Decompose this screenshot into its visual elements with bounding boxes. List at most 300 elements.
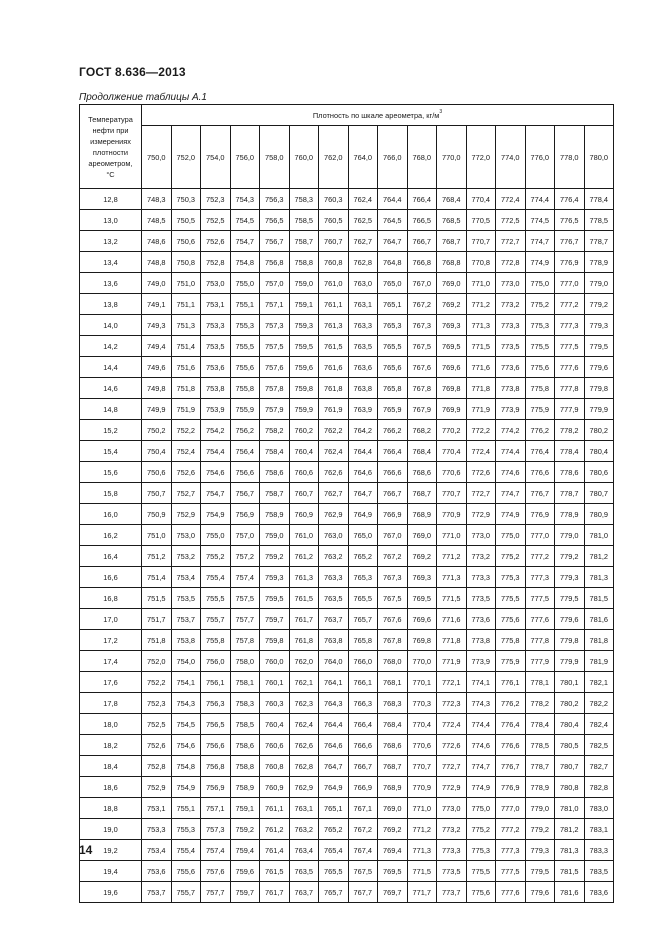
density-cell: 752,6: [142, 735, 172, 756]
density-cell: 766,4: [348, 714, 378, 735]
density-cell: 782,7: [584, 756, 614, 777]
density-cell: 775,3: [496, 567, 526, 588]
density-cell: 767,0: [407, 273, 437, 294]
density-cell: 756,8: [260, 252, 290, 273]
density-cell: 760,4: [260, 714, 290, 735]
density-cell: 778,2: [555, 420, 585, 441]
density-cell: 769,5: [378, 861, 408, 882]
temperature-header-line: нефти при: [92, 125, 129, 135]
density-cell: 759,1: [289, 294, 319, 315]
density-cell: 769,6: [407, 609, 437, 630]
density-cell: 749,8: [142, 378, 172, 399]
density-cell: 763,8: [348, 378, 378, 399]
document-title: ГОСТ 8.636—2013: [79, 65, 186, 79]
density-cell: 768,3: [378, 693, 408, 714]
density-cell: 752,9: [142, 777, 172, 798]
density-cell: 760,2: [289, 420, 319, 441]
density-cell: 767,4: [348, 840, 378, 861]
density-column-header: 768,0: [407, 126, 437, 189]
density-column-header: 758,0: [260, 126, 290, 189]
density-cell: 771,6: [466, 357, 496, 378]
density-cell: 772,9: [437, 777, 467, 798]
density-column-header: 778,0: [555, 126, 585, 189]
density-cell: 780,2: [584, 420, 614, 441]
density-cell: 778,7: [525, 756, 555, 777]
density-cell: 760,7: [289, 483, 319, 504]
density-cell: 749,1: [142, 294, 172, 315]
density-cell: 766,7: [378, 483, 408, 504]
density-cell: 762,6: [289, 735, 319, 756]
density-cell: 771,0: [437, 525, 467, 546]
density-cell: 774,7: [496, 483, 526, 504]
density-cell: 771,5: [466, 336, 496, 357]
temperature-cell: 17,6: [80, 672, 142, 693]
density-cell: 750,6: [142, 462, 172, 483]
density-cell: 762,8: [289, 756, 319, 777]
table-row: [80, 252, 614, 273]
density-cell: 760,4: [289, 441, 319, 462]
density-cell: 774,9: [496, 504, 526, 525]
density-cell: 756,5: [201, 714, 231, 735]
density-cell: 770,4: [407, 714, 437, 735]
density-cell: 770,8: [466, 252, 496, 273]
density-cell: 775,5: [466, 861, 496, 882]
density-cell: 767,3: [378, 567, 408, 588]
density-cell: 763,7: [289, 882, 319, 903]
density-cell: 756,7: [260, 231, 290, 252]
density-cell: 777,3: [525, 567, 555, 588]
temperature-cell: 16,8: [80, 588, 142, 609]
density-cell: 779,6: [584, 357, 614, 378]
density-cell: 753,0: [171, 525, 201, 546]
table-row: [80, 609, 614, 630]
density-cell: 780,4: [584, 441, 614, 462]
density-cell: 772,8: [496, 252, 526, 273]
density-cell: 756,3: [201, 693, 231, 714]
density-cell: 761,8: [289, 630, 319, 651]
density-cell: 754,3: [230, 189, 260, 210]
density-cell: 765,2: [319, 819, 349, 840]
temperature-cell: 16,0: [80, 504, 142, 525]
density-cell: 762,6: [319, 462, 349, 483]
density-cell: 754,2: [201, 420, 231, 441]
density-column-header: 752,0: [171, 126, 201, 189]
density-cell: 762,4: [289, 714, 319, 735]
density-cell: 762,2: [319, 420, 349, 441]
table-row: [80, 336, 614, 357]
table-row: [80, 567, 614, 588]
density-cell: 768,6: [378, 735, 408, 756]
density-cell: 755,1: [230, 294, 260, 315]
density-cell: 764,3: [319, 693, 349, 714]
density-cell: 774,4: [466, 714, 496, 735]
density-cell: 774,6: [496, 462, 526, 483]
density-cell: 763,3: [348, 315, 378, 336]
density-cell: 754,4: [201, 441, 231, 462]
density-cell: 768,7: [437, 231, 467, 252]
density-cell: 772,6: [466, 462, 496, 483]
density-cell: 779,5: [584, 336, 614, 357]
density-cell: 780,2: [555, 693, 585, 714]
density-cell: 767,9: [407, 399, 437, 420]
density-cell: 763,5: [348, 336, 378, 357]
density-cell: 769,2: [378, 819, 408, 840]
density-cell: 757,1: [201, 798, 231, 819]
density-cell: 765,3: [378, 315, 408, 336]
density-cell: 768,4: [437, 189, 467, 210]
density-cell: 769,6: [437, 357, 467, 378]
table-row: [80, 777, 614, 798]
density-cell: 775,6: [466, 882, 496, 903]
density-cell: 780,4: [555, 714, 585, 735]
density-cell: 754,7: [201, 483, 231, 504]
density-cell: 759,2: [260, 546, 290, 567]
density-cell: 765,4: [319, 840, 349, 861]
density-cell: 758,7: [260, 483, 290, 504]
density-cell: 772,4: [437, 714, 467, 735]
density-cell: 762,0: [289, 651, 319, 672]
density-cell: 778,4: [525, 714, 555, 735]
density-cell: 773,5: [437, 861, 467, 882]
density-cell: 761,5: [260, 861, 290, 882]
density-cell: 779,2: [584, 294, 614, 315]
density-cell: 763,2: [319, 546, 349, 567]
density-cell: 773,5: [496, 336, 526, 357]
density-cell: 754,5: [230, 210, 260, 231]
temperature-cell: 18,0: [80, 714, 142, 735]
density-cell: 779,2: [525, 819, 555, 840]
density-cell: 767,8: [378, 630, 408, 651]
density-cell: 774,7: [525, 231, 555, 252]
density-cell: 779,0: [525, 798, 555, 819]
density-cell: 771,0: [466, 273, 496, 294]
density-cell: 764,4: [348, 441, 378, 462]
density-columns-row: [80, 126, 614, 189]
density-cell: 751,0: [142, 525, 172, 546]
density-cell: 766,7: [348, 756, 378, 777]
density-cell: 761,1: [319, 294, 349, 315]
density-cell: 760,3: [260, 693, 290, 714]
density-cell: 753,8: [201, 378, 231, 399]
table-row: [80, 588, 614, 609]
density-cell: 769,2: [407, 546, 437, 567]
density-cell: 766,1: [348, 672, 378, 693]
temperature-cell: 18,4: [80, 756, 142, 777]
density-cell: 771,0: [407, 798, 437, 819]
density-cell: 770,0: [407, 651, 437, 672]
density-column-header: 770,0: [437, 126, 467, 189]
density-cell: 768,9: [407, 504, 437, 525]
density-cell: 752,7: [171, 483, 201, 504]
density-cell: 755,6: [230, 357, 260, 378]
density-cell: 768,4: [378, 714, 408, 735]
density-cell: 780,9: [584, 504, 614, 525]
density-cell: 764,7: [378, 231, 408, 252]
density-cell: 761,0: [319, 273, 349, 294]
table-row: [80, 861, 614, 882]
density-cell: 774,9: [466, 777, 496, 798]
density-cell: 770,4: [437, 441, 467, 462]
density-cell: 775,9: [496, 651, 526, 672]
density-cell: 768,1: [378, 672, 408, 693]
density-cell: 751,7: [142, 609, 172, 630]
density-cell: 776,7: [496, 756, 526, 777]
density-cell: 769,2: [437, 294, 467, 315]
density-cell: 772,9: [466, 504, 496, 525]
density-cell: 751,2: [142, 546, 172, 567]
density-cell: 758,8: [230, 756, 260, 777]
density-cell: 756,7: [230, 483, 260, 504]
temperature-cell: 17,4: [80, 651, 142, 672]
temperature-cell: 16,4: [80, 546, 142, 567]
density-cell: 780,7: [555, 756, 585, 777]
density-cell: 750,8: [171, 252, 201, 273]
density-cell: 769,0: [437, 273, 467, 294]
density-cell: 776,4: [525, 441, 555, 462]
density-cell: 771,6: [437, 609, 467, 630]
density-column-header: 762,0: [319, 126, 349, 189]
density-cell: 772,4: [496, 189, 526, 210]
density-cell: 757,5: [230, 588, 260, 609]
table-row: [80, 441, 614, 462]
density-cell: 754,9: [201, 504, 231, 525]
density-cell: 753,2: [171, 546, 201, 567]
density-cell: 753,0: [201, 273, 231, 294]
density-cell: 760,6: [289, 462, 319, 483]
density-cell: 779,9: [584, 399, 614, 420]
density-cell: 772,7: [466, 483, 496, 504]
density-cell: 780,8: [555, 777, 585, 798]
density-cell: 757,4: [230, 567, 260, 588]
density-cell: 760,6: [260, 735, 290, 756]
density-cell: 772,2: [466, 420, 496, 441]
density-cell: 759,6: [289, 357, 319, 378]
density-cell: 749,4: [142, 336, 172, 357]
density-cell: 773,2: [466, 546, 496, 567]
density-cell: 769,0: [378, 798, 408, 819]
density-cell: 775,2: [466, 819, 496, 840]
temperature-cell: 13,2: [80, 231, 142, 252]
table-row: [80, 294, 614, 315]
density-cell: 762,7: [319, 483, 349, 504]
temperature-header-line: плотности: [92, 147, 129, 157]
table-row: [80, 798, 614, 819]
density-cell: 761,3: [319, 315, 349, 336]
density-cell: 749,0: [142, 273, 172, 294]
temperature-cell: 16,2: [80, 525, 142, 546]
density-cell: 774,7: [466, 756, 496, 777]
table-row: [80, 210, 614, 231]
density-cell: 767,2: [407, 294, 437, 315]
density-cell: 754,6: [171, 735, 201, 756]
density-cell: 761,4: [260, 840, 290, 861]
density-cell: 759,0: [260, 525, 290, 546]
density-cell: 779,3: [584, 315, 614, 336]
density-cell: 758,9: [230, 777, 260, 798]
density-cell: 765,7: [348, 609, 378, 630]
density-cell: 766,5: [407, 210, 437, 231]
density-cell: 763,2: [289, 819, 319, 840]
density-cell: 777,3: [496, 840, 526, 861]
density-cell: 777,3: [555, 315, 585, 336]
density-cell: 755,4: [171, 840, 201, 861]
density-cell: 750,4: [142, 441, 172, 462]
density-cell: 771,8: [437, 630, 467, 651]
density-cell: 762,9: [289, 777, 319, 798]
density-column-header: 766,0: [378, 126, 408, 189]
density-cell: 767,5: [348, 861, 378, 882]
density-cell: 771,7: [407, 882, 437, 903]
density-cell: 760,9: [260, 777, 290, 798]
density-cell: 779,5: [525, 861, 555, 882]
density-cell: 775,9: [525, 399, 555, 420]
table-row: [80, 525, 614, 546]
density-cell: 751,0: [171, 273, 201, 294]
density-cell: 781,0: [584, 525, 614, 546]
density-cell: 774,9: [525, 252, 555, 273]
density-cell: 773,9: [496, 399, 526, 420]
density-cell: 773,0: [466, 525, 496, 546]
density-cell: 748,5: [142, 210, 172, 231]
table-row: [80, 819, 614, 840]
density-cell: 755,9: [230, 399, 260, 420]
density-cell: 773,0: [496, 273, 526, 294]
temperature-header-line: измерениях: [90, 136, 131, 146]
temperature-cell: 17,8: [80, 693, 142, 714]
density-cell: 759,7: [260, 609, 290, 630]
density-cell: 760,7: [319, 231, 349, 252]
density-cell: 761,8: [319, 378, 349, 399]
density-cell: 779,6: [525, 882, 555, 903]
table-header: [80, 105, 614, 189]
density-cell: 782,2: [584, 693, 614, 714]
density-cell: 775,0: [525, 273, 555, 294]
density-cell: 760,8: [319, 252, 349, 273]
density-cell: 763,5: [289, 861, 319, 882]
density-cell: 753,3: [142, 819, 172, 840]
density-cell: 778,6: [555, 462, 585, 483]
density-cell: 756,9: [230, 504, 260, 525]
density-cell: 767,6: [407, 357, 437, 378]
table-row: [80, 378, 614, 399]
density-cell: 777,8: [555, 378, 585, 399]
density-cell: 774,1: [466, 672, 496, 693]
density-cell: 755,8: [201, 630, 231, 651]
density-cell: 780,7: [584, 483, 614, 504]
density-cell: 752,0: [142, 651, 172, 672]
density-cell: 773,9: [466, 651, 496, 672]
density-cell: 775,0: [496, 525, 526, 546]
density-cell: 755,5: [201, 588, 231, 609]
density-column-header: 750,0: [142, 126, 172, 189]
density-cell: 770,7: [437, 483, 467, 504]
density-cell: 763,3: [319, 567, 349, 588]
table-row: [80, 315, 614, 336]
temperature-cell: 15,2: [80, 420, 142, 441]
density-cell: 759,5: [289, 336, 319, 357]
density-cell: 765,9: [378, 399, 408, 420]
density-cell: 766,9: [348, 777, 378, 798]
density-cell: 753,4: [171, 567, 201, 588]
density-cell: 776,6: [496, 735, 526, 756]
density-cell: 778,9: [525, 777, 555, 798]
density-cell: 770,6: [437, 462, 467, 483]
density-cell: 757,2: [230, 546, 260, 567]
density-cell: 753,5: [171, 588, 201, 609]
density-cell: 757,4: [201, 840, 231, 861]
density-cell: 755,6: [171, 861, 201, 882]
density-cell: 766,8: [407, 252, 437, 273]
density-cell: 751,8: [142, 630, 172, 651]
density-cell: 776,9: [555, 252, 585, 273]
table-row: [80, 189, 614, 210]
density-cell: 769,7: [378, 882, 408, 903]
density-cell: 776,1: [496, 672, 526, 693]
density-cell: 775,6: [496, 609, 526, 630]
density-cell: 755,5: [230, 336, 260, 357]
density-cell: 764,2: [348, 420, 378, 441]
density-cell: 750,7: [142, 483, 172, 504]
density-cell: 775,0: [466, 798, 496, 819]
table-row: [80, 231, 614, 252]
density-cell: 779,5: [555, 588, 585, 609]
density-cell: 781,3: [584, 567, 614, 588]
density-cell: 764,7: [348, 483, 378, 504]
density-cell: 770,5: [466, 210, 496, 231]
temperature-cell: 14,0: [80, 315, 142, 336]
density-cell: 765,8: [378, 378, 408, 399]
density-cell: 776,9: [496, 777, 526, 798]
density-cell: 754,8: [171, 756, 201, 777]
density-cell: 769,3: [407, 567, 437, 588]
density-cell: 781,3: [555, 840, 585, 861]
density-cell: 778,7: [555, 483, 585, 504]
temperature-cell: 17,0: [80, 609, 142, 630]
density-cell: 768,0: [378, 651, 408, 672]
density-cell: 775,8: [496, 630, 526, 651]
temperature-cell: 16,6: [80, 567, 142, 588]
table-row: [80, 672, 614, 693]
density-cell: 769,0: [407, 525, 437, 546]
density-cell: 756,9: [201, 777, 231, 798]
density-cell: 779,8: [555, 630, 585, 651]
density-cell: 765,1: [378, 294, 408, 315]
temperature-cell: 12,8: [80, 189, 142, 210]
density-cell: 770,7: [466, 231, 496, 252]
density-cell: 761,1: [260, 798, 290, 819]
density-cell: 781,5: [555, 861, 585, 882]
density-cell: 774,2: [496, 420, 526, 441]
density-cell: 760,0: [260, 651, 290, 672]
density-cell: 762,9: [319, 504, 349, 525]
density-cell: 755,7: [171, 882, 201, 903]
density-cell: 759,3: [260, 567, 290, 588]
density-cell: 779,0: [584, 273, 614, 294]
density-cell: 778,5: [525, 735, 555, 756]
temperature-cell: 19,0: [80, 819, 142, 840]
density-cell: 756,8: [201, 756, 231, 777]
density-cell: 763,1: [289, 798, 319, 819]
density-cell: 768,4: [407, 441, 437, 462]
density-cell: 759,7: [230, 882, 260, 903]
density-cell: 777,0: [555, 273, 585, 294]
density-cell: 771,8: [466, 378, 496, 399]
density-cell: 768,6: [407, 462, 437, 483]
density-cell: 782,1: [584, 672, 614, 693]
density-cell: 758,5: [289, 210, 319, 231]
density-cell: 764,5: [378, 210, 408, 231]
density-cell: 766,9: [378, 504, 408, 525]
